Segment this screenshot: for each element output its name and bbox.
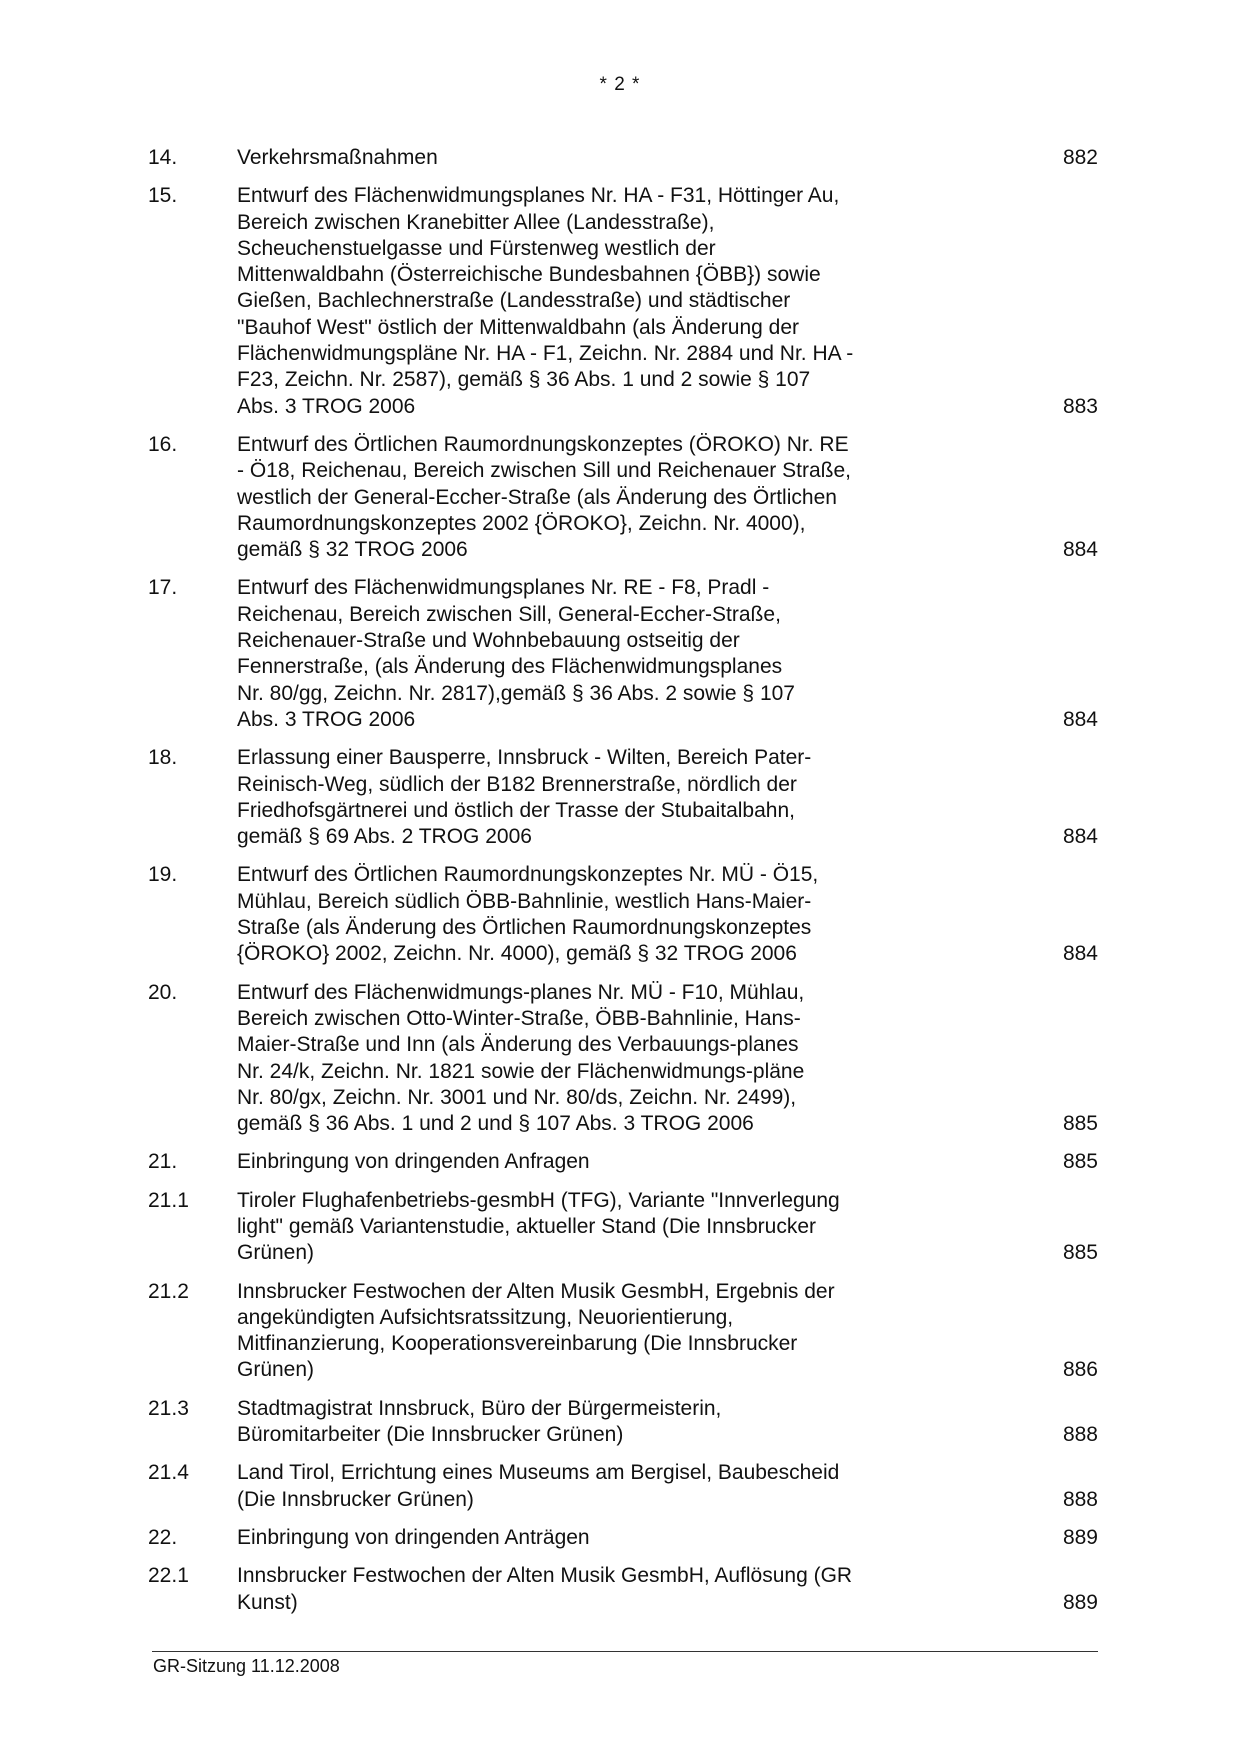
toc-entry-title: Innsbrucker Festwochen der Alten Musik GesmbH, Auflösung (GR Kunst) xyxy=(237,1564,853,1614)
toc-entry-number: 21.3 xyxy=(148,1396,189,1420)
toc-entry-22-1 xyxy=(148,1563,1098,1616)
toc-entry-title: Tiroler Flughafenbetriebs-gesmbH (TFG), Variante "Innverlegung light" gemäß Variantenstudie, aktueller Stand (Die Innsbrucker Grünen) xyxy=(237,1188,840,1265)
toc-entry-title: Verkehrsmaßnahmen xyxy=(237,146,438,169)
toc-entry-title: Stadtmagistrat Innsbruck, Büro der Bürgermeisterin, Büromitarbeiter (Die Innsbrucker Grünen) xyxy=(237,1396,722,1447)
footer-session-label: GR-Sitzung 11.12.2008 xyxy=(153,1656,340,1676)
toc-entry-18 xyxy=(148,745,1098,850)
toc-entry-title: Entwurf des Flächenwidmungsplanes Nr. HA - F31, Höttinger Au, Bereich zwischen Kranebitter Allee (Landesstraße), Scheuchenstuelgasse und Fürstenweg westlich der Mittenwaldbahn (Österreichische Bundesbahnen {ÖBB}) sowie Gießen, Bachlechnerstraße (Landesstraße) und städtischer "Bauhof West" östlich der Mittenwaldbahn (als Änderung der Flächenwidmungspläne Nr. HA - F1, Zeichn. Nr. 2884 und Nr. HA - F23, Zeichn. Nr. 2587), gemäß § 36 Abs. 1 und 2 sowie § 107 Abs. 3 TROG 2006 xyxy=(237,184,854,418)
toc-entry-17 xyxy=(148,575,1098,733)
toc-entry-title: Entwurf des Flächenwidmungsplanes Nr. RE - F8, Pradl - Reichenau, Bereich zwischen Sill, General-Eccher-Straße, Reichenauer-Straße und Wohnbebauung ostseitig der Fennerstraße, (als Änderung des Flächenwidmungsplanes Nr. 80/gg, Zeichn. Nr. 2817),gemäß § 36 Abs. 2 sowie § 107 Abs. 3 TROG 2006 xyxy=(237,576,795,731)
toc-entry-22 xyxy=(148,1525,1098,1551)
toc-entry-page: 883 xyxy=(1062,394,1098,418)
toc-entry-page: 885 xyxy=(1062,1241,1098,1265)
toc-entry-title: Entwurf des Flächenwidmungs-planes Nr. MÜ - F10, Mühlau, Bereich zwischen Otto-Winter-Straße, ÖBB-Bahnlinie, Hans- Maier-Straße und Inn (als Änderung des Verbauungs-planes Nr. 24/k, Zeichn. Nr. 1821 sowie der Flächenwidmungs-pläne Nr. 80/gx, Zeichn. Nr. 3001 und Nr. 80/ds, Zeichn. Nr. 2499), gemäß § 36 Abs. 1 und 2 und § 107 Abs. 3 TROG 2006 xyxy=(237,980,805,1136)
toc-entry-page: 884 xyxy=(1062,538,1098,562)
toc-entry-page: 884 xyxy=(1062,942,1098,966)
page-number-header: * 2 * xyxy=(599,74,641,95)
toc-entry-title: Erlassung einer Bausperre, Innsbruck - Wilten, Bereich Pater- Reinisch-Weg, südlich der B182 Brennerstraße, nördlich der Friedhofsgärtnerei und östlich der Trasse der Stubaitalbahn, gemäß § 69 Abs. 2 TROG 2006 xyxy=(237,746,812,849)
toc-entry-title: Innsbrucker Festwochen der Alten Musik GesmbH, Ergebnis der angekündigten Aufsichtsratssitzung, Neuorientierung, Mitfinanzierung, Kooperationsvereinbarung (Die Innsbrucker Grünen) xyxy=(237,1279,835,1382)
toc-entry-page: 884 xyxy=(1062,707,1098,731)
toc-entry-number: 22.1 xyxy=(148,1564,189,1588)
toc-entry-16 xyxy=(148,432,1098,563)
toc-entry-14 xyxy=(148,145,1098,171)
footer-divider xyxy=(152,1651,1098,1652)
toc-entry-title: Einbringung von dringenden Anfragen xyxy=(237,1150,590,1174)
toc-entry-21-1 xyxy=(148,1188,1098,1267)
toc-entry-number: 16. xyxy=(148,432,178,456)
toc-entry-page: 888 xyxy=(1062,1487,1098,1511)
toc-entry-number: 21. xyxy=(148,1150,178,1174)
toc-entry-page: 885 xyxy=(1062,1112,1098,1136)
toc-entry-number: 22. xyxy=(148,1525,178,1549)
toc-entry-title: Entwurf des Örtlichen Raumordnungskonzeptes Nr. MÜ - Ö15, Mühlau, Bereich südlich ÖBB-Bahnlinie, westlich Hans-Maier- Straße (als Änderung des Örtlichen Raumordnungskonzeptes {ÖROKO} 2002, Zeichn. Nr. 4000), gemäß § 32 TROG 2006 xyxy=(237,863,819,966)
toc-entry-page: 885 xyxy=(1062,1150,1098,1174)
toc-entry-number: 20. xyxy=(148,980,178,1004)
toc-entry-number: 19. xyxy=(148,863,178,887)
toc-entry-number: 17. xyxy=(148,576,178,600)
toc-entry-21 xyxy=(148,1149,1098,1175)
toc-entry-title: Entwurf des Örtlichen Raumordnungskonzeptes (ÖROKO) Nr. RE - Ö18, Reichenau, Bereich zwischen Sill und Reichenauer Straße, westlich der General-Eccher-Straße (als Änderung des Örtlichen Raumordnungskonzeptes 2002 {ÖROKO}, Zeichn. Nr. 4000), gemäß § 32 TROG 2006 xyxy=(237,432,851,562)
toc-entry-page: 884 xyxy=(1062,825,1098,849)
toc-entry-number: 21.2 xyxy=(148,1279,189,1303)
toc-entry-page: 889 xyxy=(1062,1525,1098,1549)
toc-entry-number: 21.4 xyxy=(148,1461,189,1485)
table-of-contents xyxy=(148,145,1098,1628)
toc-entry-number: 21.1 xyxy=(148,1188,189,1212)
toc-entry-number: 15. xyxy=(148,184,178,208)
toc-entry-page: 886 xyxy=(1062,1358,1098,1382)
toc-entry-title: Land Tirol, Errichtung eines Museums am Bergisel, Baubescheid (Die Innsbrucker Grünen) xyxy=(237,1461,840,1511)
toc-entry-page: 889 xyxy=(1062,1590,1098,1614)
toc-entry-title: Einbringung von dringenden Anträgen xyxy=(237,1525,590,1549)
toc-entry-21-3 xyxy=(148,1396,1098,1449)
toc-entry-page: 882 xyxy=(1062,146,1098,169)
toc-entry-20 xyxy=(148,980,1098,1138)
toc-entry-number: 14. xyxy=(148,146,178,169)
toc-entry-19 xyxy=(148,862,1098,967)
toc-entry-21-4 xyxy=(148,1460,1098,1513)
toc-entry-page: 888 xyxy=(1062,1423,1098,1447)
toc-entry-number: 18. xyxy=(148,746,178,770)
toc-entry-21-2 xyxy=(148,1279,1098,1384)
toc-entry-15 xyxy=(148,183,1098,420)
